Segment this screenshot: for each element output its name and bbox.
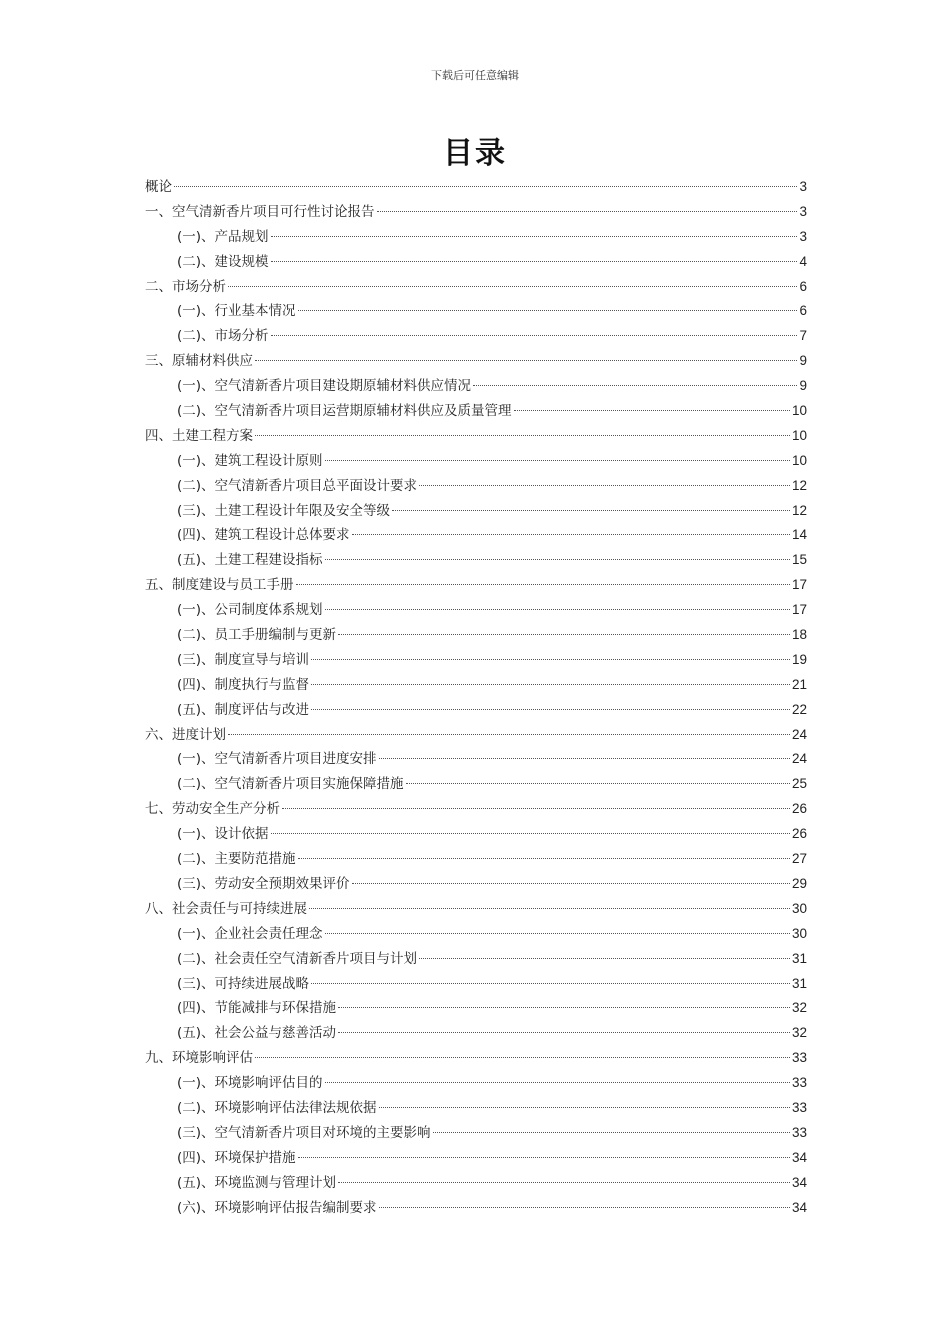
toc-entry-text: 二、市场分析: [145, 278, 226, 295]
toc-entry[interactable]: [145, 648, 807, 673]
toc-entry-text: 九、环境影响评估: [145, 1050, 253, 1067]
toc-dot-leader: [352, 534, 790, 535]
toc-page-number: 30: [791, 925, 807, 941]
toc-entry[interactable]: [145, 474, 807, 499]
toc-entry[interactable]: [145, 747, 807, 772]
toc-entry-text: 五、制度建设与员工手册: [145, 577, 294, 594]
toc-entry[interactable]: [145, 374, 807, 399]
toc-page-number: 3: [799, 203, 807, 219]
toc-dot-leader: [379, 1207, 790, 1208]
toc-entry-text: (三)、土建工程设计年限及安全等级: [177, 502, 391, 519]
toc-entry[interactable]: [145, 250, 807, 275]
toc-entry[interactable]: [145, 1046, 807, 1071]
toc-entry-text: (一)、行业基本情况: [177, 303, 296, 320]
toc-page-number: 33: [791, 1124, 807, 1140]
toc-entry-text: (五)、土建工程建设指标: [177, 552, 323, 569]
toc-page-number: 14: [791, 527, 807, 543]
toc-dot-leader: [338, 1032, 790, 1033]
toc-entry-text: (五)、制度评估与改进: [177, 701, 310, 718]
toc-entry[interactable]: [145, 797, 807, 822]
toc-page-number: 22: [791, 701, 807, 717]
toc-dot-leader: [419, 485, 790, 486]
toc-page-number: 31: [791, 975, 807, 991]
toc-page-number: 4: [799, 253, 807, 269]
toc-dot-leader: [298, 310, 798, 311]
toc-title: 目录: [443, 136, 507, 171]
toc-entry-text: (一)、产品规划: [177, 228, 269, 245]
toc-dot-leader: [228, 286, 797, 287]
toc-entry-text: (二)、空气清新香片项目实施保障措施: [177, 776, 404, 793]
toc-entry[interactable]: [145, 947, 807, 972]
toc-entry[interactable]: [145, 399, 807, 424]
toc-page-number: 34: [791, 1149, 807, 1165]
toc-entry[interactable]: [145, 1196, 807, 1221]
toc-entry[interactable]: [145, 972, 807, 997]
toc-dot-leader: [255, 360, 797, 361]
toc-dot-leader: [338, 1007, 790, 1008]
toc-entry[interactable]: [145, 872, 807, 897]
toc-entry[interactable]: [145, 698, 807, 723]
toc-entry-text: (一)、空气清新香片项目进度安排: [177, 751, 377, 768]
toc-page-number: 29: [791, 875, 807, 891]
toc-entry-text: (二)、社会责任空气清新香片项目与计划: [177, 950, 418, 967]
toc-entry-text: (二)、员工手册编制与更新: [177, 627, 337, 644]
toc-entry[interactable]: [145, 200, 807, 225]
toc-page-number: 10: [791, 452, 807, 468]
toc-dot-leader: [338, 634, 790, 635]
toc-dot-leader: [379, 758, 790, 759]
toc-entry-text: (二)、建设规模: [177, 253, 269, 270]
toc-entry[interactable]: [145, 1146, 807, 1171]
toc-entry-text: 六、进度计划: [145, 726, 226, 743]
toc-dot-leader: [473, 385, 797, 386]
toc-entry-text: 概论: [145, 179, 172, 195]
header-note: 下载后可任意编辑: [431, 69, 519, 82]
toc-entry-text: 八、社会责任与可持续进展: [145, 900, 307, 917]
toc-entry-text: (四)、节能减排与环保措施: [177, 1000, 337, 1017]
toc-entry[interactable]: [145, 772, 807, 797]
toc-entry-text: (一)、公司制度体系规划: [177, 602, 323, 619]
toc-dot-leader: [298, 858, 790, 859]
toc-page-number: 34: [791, 1199, 807, 1215]
toc-entry[interactable]: [145, 523, 807, 548]
toc-dot-leader: [255, 435, 790, 436]
toc-dot-leader: [352, 883, 790, 884]
toc-entry-text: (三)、可持续进展战略: [177, 975, 310, 992]
toc-entry-text: 四、土建工程方案: [145, 427, 253, 444]
toc-page-number: 24: [791, 751, 807, 767]
toc-page-number: 31: [791, 950, 807, 966]
toc-entry-text: (一)、企业社会责任理念: [177, 925, 323, 942]
toc-page-number: 18: [791, 627, 807, 643]
toc-entry-text: (一)、设计依据: [177, 826, 269, 843]
toc-entry[interactable]: [145, 573, 807, 598]
toc-dot-leader: [282, 808, 790, 809]
toc-entry-text: 一、空气清新香片项目可行性讨论报告: [145, 203, 375, 220]
toc-entry[interactable]: [145, 673, 807, 698]
toc-dot-leader: [311, 709, 790, 710]
toc-entry[interactable]: [145, 922, 807, 947]
toc-entry[interactable]: [145, 499, 807, 524]
toc-entry[interactable]: [145, 349, 807, 374]
toc-page-number: 3: [799, 228, 807, 244]
toc-page-number: 33: [791, 1050, 807, 1066]
toc-entry-text: (二)、市场分析: [177, 328, 269, 345]
toc-dot-leader: [419, 958, 790, 959]
toc-dot-leader: [377, 211, 798, 212]
toc-entry[interactable]: [145, 723, 807, 748]
toc-dot-leader: [174, 186, 797, 187]
toc-dot-leader: [309, 908, 790, 909]
toc-page-number: 3: [799, 179, 807, 194]
toc-entry-text: (四)、环境保护措施: [177, 1149, 296, 1166]
toc-dot-leader: [433, 1132, 790, 1133]
toc-page-number: 7: [799, 328, 807, 344]
toc-page-number: 21: [791, 676, 807, 692]
toc-page-number: 17: [791, 602, 807, 618]
toc-dot-leader: [298, 1157, 790, 1158]
toc-entry[interactable]: [145, 225, 807, 250]
toc-page-number: 6: [799, 278, 807, 294]
toc-entry[interactable]: [145, 996, 807, 1021]
toc-page-number: 10: [791, 403, 807, 419]
toc-dot-leader: [338, 1182, 790, 1183]
toc-entry-text: (二)、主要防范措施: [177, 851, 296, 868]
toc-page-number: 30: [791, 900, 807, 916]
toc-dot-leader: [271, 833, 790, 834]
toc-dot-leader: [325, 460, 790, 461]
toc-page-number: 27: [791, 851, 807, 867]
toc-entry[interactable]: [145, 175, 807, 200]
toc-entry[interactable]: [145, 275, 807, 300]
toc-entry-text: 三、原辅材料供应: [145, 353, 253, 370]
toc-entry[interactable]: [145, 1021, 807, 1046]
toc-entry[interactable]: [145, 424, 807, 449]
toc-entry-text: (二)、空气清新香片项目总平面设计要求: [177, 477, 418, 494]
toc-entry-text: (三)、劳动安全预期效果评价: [177, 875, 350, 892]
toc-entry[interactable]: [145, 324, 807, 349]
toc-page-number: 34: [791, 1174, 807, 1190]
toc-page-number: 26: [791, 801, 807, 817]
toc-dot-leader: [228, 734, 790, 735]
toc-entry-text: (一)、空气清新香片项目建设期原辅材料供应情况: [177, 378, 472, 395]
toc-page-number: 26: [791, 826, 807, 842]
toc-entry-text: (二)、环境影响评估法律法规依据: [177, 1099, 377, 1116]
toc-dot-leader: [311, 684, 790, 685]
toc-page-number: 33: [791, 1075, 807, 1091]
toc-page-number: 12: [791, 477, 807, 493]
toc-dot-leader: [379, 1107, 790, 1108]
toc-dot-leader: [514, 410, 790, 411]
toc-dot-leader: [325, 1082, 790, 1083]
toc-entry-text: (四)、建筑工程设计总体要求: [177, 527, 350, 544]
toc-entry-text: (六)、环境影响评估报告编制要求: [177, 1199, 377, 1216]
toc-entry-text: (五)、环境监测与管理计划: [177, 1174, 337, 1191]
toc-entry[interactable]: [145, 1071, 807, 1096]
toc-page-number: 19: [791, 651, 807, 667]
toc-entry[interactable]: [145, 897, 807, 922]
toc-entry-text: (一)、环境影响评估目的: [177, 1075, 323, 1092]
toc-entry[interactable]: [145, 299, 807, 324]
toc-entry-text: (一)、建筑工程设计原则: [177, 452, 323, 469]
toc-dot-leader: [311, 659, 790, 660]
toc-entry[interactable]: [145, 623, 807, 648]
toc-page-number: 9: [799, 378, 807, 394]
toc-dot-leader: [325, 933, 790, 934]
toc-entry[interactable]: [145, 1096, 807, 1121]
toc-entry[interactable]: [145, 1121, 807, 1146]
toc-dot-leader: [271, 261, 798, 262]
toc-entry[interactable]: [145, 847, 807, 872]
toc-entry[interactable]: [145, 822, 807, 847]
toc-entry[interactable]: [145, 1171, 807, 1196]
toc-dot-leader: [392, 510, 790, 511]
toc-dot-leader: [296, 584, 790, 585]
toc-dot-leader: [406, 783, 790, 784]
toc-dot-leader: [325, 559, 790, 560]
toc-entry-text: (三)、空气清新香片项目对环境的主要影响: [177, 1124, 431, 1141]
toc-dot-leader: [271, 335, 798, 336]
toc-entry-text: 七、劳动安全生产分析: [145, 801, 280, 818]
toc-page-number: 25: [791, 776, 807, 792]
toc-entry-text: (四)、制度执行与监督: [177, 676, 310, 693]
toc-page-number: 10: [791, 427, 807, 443]
toc-page-number: 32: [791, 1000, 807, 1016]
toc-page-number: 9: [799, 353, 807, 369]
toc-page-number: 32: [791, 1025, 807, 1041]
toc-dot-leader: [325, 609, 790, 610]
toc-entry-text: (二)、空气清新香片项目运营期原辅材料供应及质量管理: [177, 403, 512, 420]
toc-page-number: 12: [791, 502, 807, 518]
toc-entry-text: (三)、制度宣导与培训: [177, 651, 310, 668]
toc-page-number: 15: [791, 552, 807, 568]
toc-page-number: 24: [791, 726, 807, 742]
toc-page-number: 17: [791, 577, 807, 593]
table-of-contents: [145, 175, 807, 1220]
toc-dot-leader: [255, 1057, 790, 1058]
toc-entry[interactable]: [145, 548, 807, 573]
toc-dot-leader: [271, 236, 798, 237]
toc-page-number: 33: [791, 1099, 807, 1115]
toc-entry-text: (五)、社会公益与慈善活动: [177, 1025, 337, 1042]
toc-entry[interactable]: [145, 449, 807, 474]
toc-entry[interactable]: [145, 598, 807, 623]
toc-page-number: 6: [799, 303, 807, 319]
toc-dot-leader: [311, 983, 790, 984]
